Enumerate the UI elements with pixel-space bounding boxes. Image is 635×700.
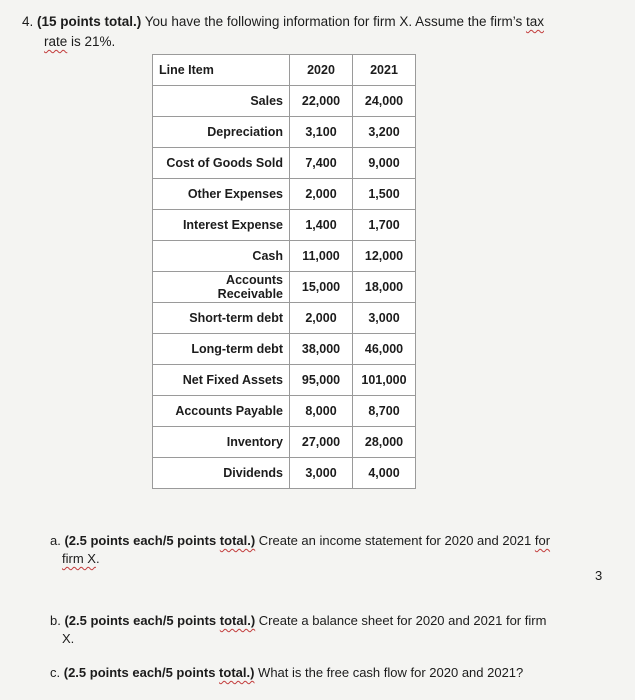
table-body (153, 86, 416, 489)
table-row (153, 334, 416, 365)
part-a-end: . (95, 551, 100, 566)
row-value-2021: 3,000 (353, 303, 416, 334)
row-value-2020: 22,000 (290, 86, 353, 117)
header-2020: 2020 (290, 55, 353, 86)
row-label: Interest Expense (153, 210, 290, 241)
table-row (153, 365, 416, 396)
row-label: Accounts Payable (153, 396, 290, 427)
table-row (153, 272, 416, 303)
part-b (50, 612, 570, 648)
row-value-2020: 3,000 (290, 458, 353, 489)
row-value-2021: 3,200 (353, 117, 416, 148)
table-row (153, 210, 416, 241)
row-value-2020: 27,000 (290, 427, 353, 458)
row-label: Long-term debt (153, 334, 290, 365)
part-a-text: Create an income statement for 2020 and 2021 (255, 533, 535, 548)
row-label: Accounts Receivable (153, 272, 290, 303)
part-c-points: (2.5 points each/5 points (63, 665, 220, 680)
part-b-line2: X. (62, 631, 75, 646)
row-value-2021: 12,000 (353, 241, 416, 272)
rate-word: rate (44, 34, 68, 49)
row-value-2020: 3,100 (290, 117, 353, 148)
row-value-2020: 2,000 (290, 179, 353, 210)
row-value-2020: 95,000 (290, 365, 353, 396)
question-text-end: is 21%. (67, 34, 116, 49)
part-a-prefix: a. (50, 533, 65, 548)
part-c-total: total.) (219, 665, 255, 680)
table-row (153, 117, 416, 148)
row-value-2021: 8,700 (353, 396, 416, 427)
part-a-for-word: for (534, 533, 551, 548)
tax-word: tax (525, 14, 544, 29)
firm-data-table (152, 54, 416, 489)
row-value-2021: 24,000 (353, 86, 416, 117)
table-header-row (153, 55, 416, 86)
row-label: Cost of Goods Sold (153, 148, 290, 179)
row-label: Dividends (153, 458, 290, 489)
part-a-firm-word: firm X (62, 551, 96, 566)
row-value-2020: 7,400 (290, 148, 353, 179)
question-header (22, 12, 582, 52)
row-value-2020: 2,000 (290, 303, 353, 334)
part-b-total: total.) (219, 613, 256, 628)
firm-data-table-wrap (152, 54, 416, 489)
row-label: Sales (153, 86, 290, 117)
question-line-2 (22, 32, 582, 52)
question-number: 4. (22, 14, 34, 29)
part-b-points: (2.5 points each/5 points (64, 613, 220, 628)
question-points: (15 points total.) (37, 14, 142, 29)
row-label: Other Expenses (153, 179, 290, 210)
page-number: 3 (595, 568, 603, 583)
row-value-2021: 46,000 (353, 334, 416, 365)
part-a (50, 532, 570, 568)
row-label: Cash (153, 241, 290, 272)
part-c-text: What is the free cash flow for 2020 and 2021? (254, 665, 524, 680)
row-value-2021: 9,000 (353, 148, 416, 179)
row-value-2021: 1,500 (353, 179, 416, 210)
table-row (153, 86, 416, 117)
part-a-total: total.) (219, 533, 256, 548)
header-line-item: Line Item (153, 55, 290, 86)
row-label: Inventory (153, 427, 290, 458)
part-a-points-start: (2.5 (64, 533, 91, 548)
part-a-points-end: each/5 points (129, 533, 220, 548)
table-row (153, 458, 416, 489)
table-row (153, 396, 416, 427)
row-value-2021: 28,000 (353, 427, 416, 458)
part-c-prefix: c. (50, 665, 64, 680)
table-row (153, 179, 416, 210)
row-value-2020: 38,000 (290, 334, 353, 365)
row-value-2021: 101,000 (353, 365, 416, 396)
table-row (153, 148, 416, 179)
row-value-2021: 1,700 (353, 210, 416, 241)
question-line-1 (22, 12, 582, 32)
row-value-2021: 4,000 (353, 458, 416, 489)
row-label: Depreciation (153, 117, 290, 148)
part-b-prefix: b. (50, 613, 65, 628)
part-a-points-mid: points (90, 533, 130, 548)
row-value-2020: 11,000 (290, 241, 353, 272)
question-text: You have the following information for firm X. Assume the firm’s (141, 14, 526, 29)
row-label: Net Fixed Assets (153, 365, 290, 396)
table-row (153, 303, 416, 334)
part-b-text: Create a balance sheet for 2020 and 2021 for firm (255, 613, 547, 628)
table-row (153, 427, 416, 458)
row-label: Short-term debt (153, 303, 290, 334)
row-value-2020: 8,000 (290, 396, 353, 427)
table-row (153, 241, 416, 272)
row-value-2021: 18,000 (353, 272, 416, 303)
row-value-2020: 15,000 (290, 272, 353, 303)
part-c (50, 664, 570, 682)
row-value-2020: 1,400 (290, 210, 353, 241)
header-2021: 2021 (353, 55, 416, 86)
